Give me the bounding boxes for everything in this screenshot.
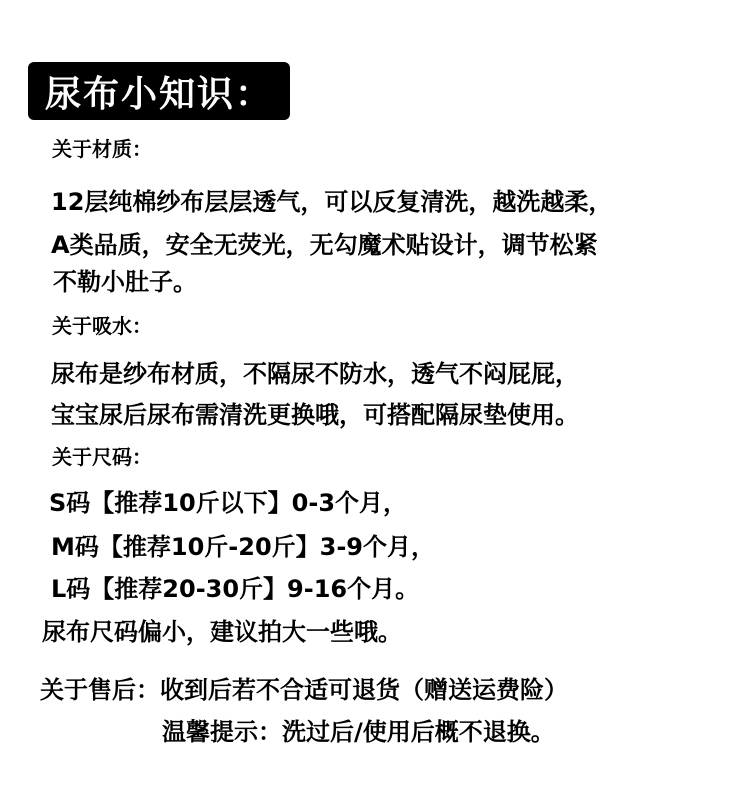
size-m-line: M码【推荐10斤-20斤】3-9个月， <box>51 533 435 561</box>
absorb-line-2: 宝宝尿后尿布需清洗更换哦，可搭配隔尿垫使用。 <box>51 401 579 429</box>
material-line-3: 不勒小肚子。 <box>53 268 197 296</box>
material-line-2: A类品质，安全无荧光，无勾魔术贴设计，调节松紧 <box>51 231 598 259</box>
absorb-heading: 关于吸水： <box>52 314 152 338</box>
material-heading: 关于材质： <box>52 137 152 161</box>
page-title: 尿布小知识： <box>44 73 273 115</box>
material-line-1: 12层纯棉纱布层层透气，可以反复清洗，越洗越柔， <box>51 188 613 216</box>
absorb-line-1: 尿布是纱布材质，不隔尿不防水，透气不闷屁屁， <box>51 360 579 388</box>
size-note: 尿布尺码偏小，建议拍大一些哦。 <box>42 618 402 646</box>
size-l-line: L码【推荐20-30斤】9-16个月。 <box>51 575 420 603</box>
size-s-line: S码【推荐10斤以下】0-3个月， <box>49 489 408 517</box>
warm-tip-text: 温馨提示：洗过后/使用后概不退换。 <box>162 718 555 746</box>
size-heading: 关于尺码： <box>52 445 152 469</box>
title-banner <box>28 62 290 120</box>
after-sales-text: 关于售后：收到后若不合适可退货（赠送运费险） <box>40 676 568 704</box>
